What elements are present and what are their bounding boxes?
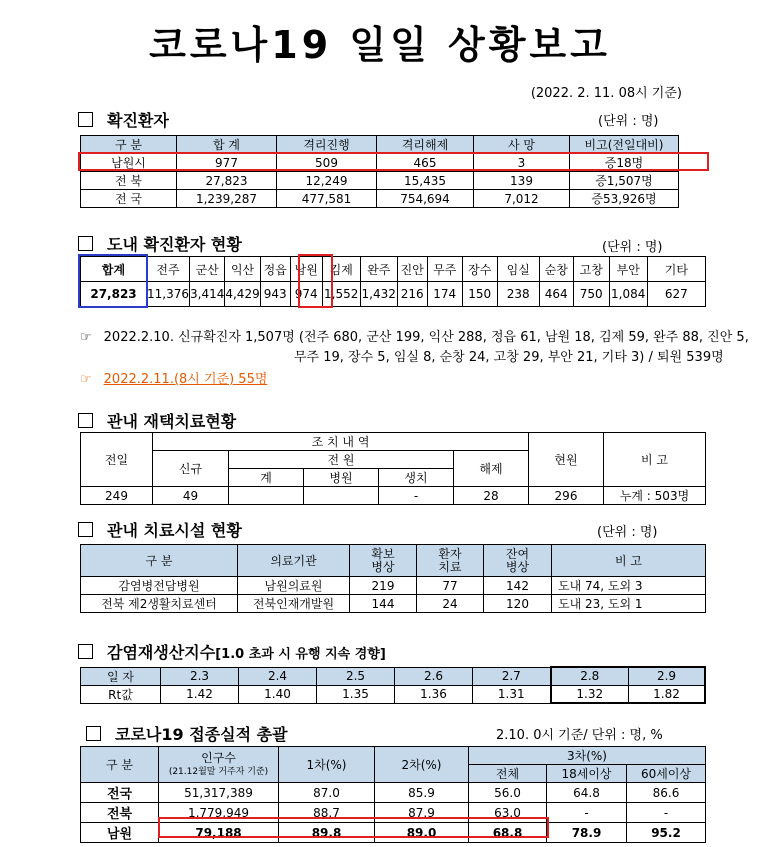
province-table: [80, 256, 706, 307]
table-cell: 감염병전담병원: [81, 577, 238, 595]
pointing-hand-icon: ☞: [80, 330, 92, 345]
table-header: 진안: [397, 257, 427, 282]
home-treatment-table: [80, 432, 706, 505]
table-cell: 24: [417, 595, 484, 613]
table-cell: 전국: [81, 783, 159, 803]
table-cell: 249: [81, 487, 153, 505]
table-header: 3차(%): [469, 747, 706, 765]
table-header: 익산: [225, 257, 260, 282]
table-header-row: [81, 667, 706, 685]
checkbox-square-icon: [78, 236, 93, 251]
table-header: 현원: [529, 433, 604, 487]
table-cell: 85.9: [375, 783, 469, 803]
table-cell: 89.8: [279, 823, 375, 843]
page-title: 코로나19 일일 상황보고: [149, 23, 611, 67]
checkbox-square-icon: [86, 726, 101, 741]
highlight-namwon-row: [78, 152, 709, 171]
table-cell: 1.35: [317, 685, 395, 703]
table-cell: 974: [290, 282, 322, 307]
table-cell: 150: [462, 282, 497, 307]
table-cell: 1.42: [161, 685, 239, 703]
table-cell: 누계 : 503명: [604, 487, 706, 505]
table-header: 60세이상: [627, 765, 706, 783]
table-cell: [304, 487, 379, 505]
table-header: 순창: [539, 257, 573, 282]
note-line-1: ☞ 2022.2.10. 신규확진자 1,507명 (전주 680, 군산 199, 익산 288, 정읍 61, 남원 18, 김제 59, 완주 88, 진안 5,: [80, 330, 749, 345]
table-cell: 63.0: [469, 803, 547, 823]
section-vaccine-unit: 2.10. 0시 기준/ 단위 : 명, %: [496, 728, 663, 743]
table-header: 격리진행: [277, 136, 377, 154]
table-header: 부안: [609, 257, 647, 282]
table-cell: 1.31: [473, 685, 551, 703]
pointing-hand-icon: ☞: [80, 372, 92, 387]
table-cell: 943: [260, 282, 290, 307]
table-header: 전체: [469, 765, 547, 783]
table-cell: 87.9: [375, 803, 469, 823]
table-cell: 전북 제2생활치료센터: [81, 595, 238, 613]
note-line-3: [80, 368, 267, 387]
checkbox-square-icon: [78, 522, 93, 537]
section-rt-title: 감염재생산지수[1.0 초과 시 유행 지속 경향]: [78, 640, 386, 663]
table-cell: -: [379, 487, 454, 505]
table-cell: 전북인재개발원: [238, 595, 350, 613]
table-cell: 1.82: [629, 685, 706, 703]
table-cell: 51,317,389: [159, 783, 279, 803]
pop-header-sub: (21.12월말 거주자 기준): [168, 766, 269, 777]
table-header: 김제: [322, 257, 360, 282]
table-cell: 750: [573, 282, 609, 307]
table-header: 전일: [81, 433, 153, 487]
table-cell: 89.0: [375, 823, 469, 843]
table-cell: 증1,507명: [570, 172, 679, 190]
table-header: 완주: [360, 257, 397, 282]
table-header: 장수: [462, 257, 497, 282]
table-row: [81, 685, 706, 703]
table-header: 고창: [573, 257, 609, 282]
table-cell: 3,414: [190, 282, 225, 307]
table-cell: 1.40: [239, 685, 317, 703]
table-cell: 754,694: [377, 190, 474, 208]
table-cell: -: [547, 803, 627, 823]
table-cell: 296: [529, 487, 604, 505]
table-header: 18세이상: [547, 765, 627, 783]
table-header: 계: [229, 469, 304, 487]
table-header: 군산: [190, 257, 225, 282]
table-header: 확보 병상: [350, 545, 417, 577]
table-cell: 174: [427, 282, 462, 307]
table-row: [81, 172, 679, 190]
table-cell: 56.0: [469, 783, 547, 803]
table-header: 2.9: [629, 667, 706, 685]
table-header: 구 분: [81, 747, 159, 783]
table-cell: 도내 74, 도외 3: [552, 577, 706, 595]
table-cell: 87.0: [279, 783, 375, 803]
table-header: 2.4: [239, 667, 317, 685]
table-cell: [229, 487, 304, 505]
table-cell: 977: [177, 154, 277, 172]
table-header: [159, 747, 279, 783]
rt-table: [80, 666, 706, 704]
table-cell: 120: [484, 595, 552, 613]
table-cell: 238: [497, 282, 539, 307]
highlight-total-column: [78, 254, 148, 308]
table-header: 의료기관: [238, 545, 350, 577]
table-cell: 86.6: [627, 783, 706, 803]
table-header: 전주: [147, 257, 190, 282]
table-cell: 627: [647, 282, 705, 307]
section-province-title: 도내 확진환자 현황: [78, 232, 242, 255]
table-header: 일 자: [81, 667, 161, 685]
highlight-namwon-column: [298, 254, 333, 308]
table-cell: 139: [474, 172, 570, 190]
section-vaccine-title: 코로나19 접종실적 총괄: [86, 722, 288, 745]
table-header: 비 고: [552, 545, 706, 577]
table-row: [81, 595, 706, 613]
table-cell: 남원: [81, 823, 159, 843]
table-header: 임실: [497, 257, 539, 282]
date-note: (2022. 2. 11. 08시 기준): [530, 86, 682, 101]
table-cell: 전북: [81, 803, 159, 823]
table-cell: 78.9: [547, 823, 627, 843]
table-cell: 49: [153, 487, 229, 505]
table-header: 2.3: [161, 667, 239, 685]
table-header: 무주: [427, 257, 462, 282]
table-cell: 남원의료원: [238, 577, 350, 595]
table-cell: 증53,926명: [570, 190, 679, 208]
table-cell: 1,084: [609, 282, 647, 307]
table-cell: 464: [539, 282, 573, 307]
table-row: [81, 282, 706, 307]
table-cell: 28: [454, 487, 529, 505]
table-cell: 전 북: [81, 172, 177, 190]
table-header: 사 망: [474, 136, 570, 154]
table-cell: 1,239,287: [177, 190, 277, 208]
table-cell: 142: [484, 577, 552, 595]
table-cell: -: [627, 803, 706, 823]
table-header: 격리해제: [377, 136, 474, 154]
table-cell: 15,435: [377, 172, 474, 190]
table-header: 비고(전일대비): [570, 136, 679, 154]
section-home-treatment-title: 관내 재택치료현황: [78, 409, 236, 432]
confirmed-table: [80, 135, 679, 208]
table-header: 구 분: [81, 545, 238, 577]
table-cell: 219: [350, 577, 417, 595]
table-header: 기타: [647, 257, 705, 282]
table-header: 2.7: [473, 667, 551, 685]
table-row: [81, 577, 706, 595]
section-province-unit: (단위 : 명): [602, 240, 663, 255]
table-cell: 64.8: [547, 783, 627, 803]
table-cell: 68.8: [469, 823, 547, 843]
table-cell: 4,429: [225, 282, 260, 307]
table-row: [81, 190, 679, 208]
facility-table: [80, 544, 706, 613]
table-header-row: [81, 136, 679, 154]
checkbox-square-icon: [78, 413, 93, 428]
table-cell: 남원시: [81, 154, 177, 172]
highlight-namwon-vaccine: [158, 817, 549, 838]
table-cell: 전 국: [81, 190, 177, 208]
table-cell: 95.2: [627, 823, 706, 843]
today-link[interactable]: 2022.2.11.(8시 기준) 55명: [103, 372, 268, 387]
table-cell: 509: [277, 154, 377, 172]
section-facility-unit: (단위 : 명): [597, 525, 658, 540]
table-header: 정읍: [260, 257, 290, 282]
table-cell: 1,779,949: [159, 803, 279, 823]
table-cell: 465: [377, 154, 474, 172]
table-cell: 144: [350, 595, 417, 613]
table-header: 구 분: [81, 136, 177, 154]
section-confirmed-unit: (단위 : 명): [598, 114, 659, 129]
table-cell: 79,188: [159, 823, 279, 843]
table-header: 2.8: [551, 667, 629, 685]
table-header: 2.6: [395, 667, 473, 685]
table-header: 2차(%): [375, 747, 469, 783]
table-header: 1차(%): [279, 747, 375, 783]
table-cell: 27,823: [81, 282, 147, 307]
section-confirmed-title: 확진환자: [78, 108, 169, 131]
table-header: 환자 치료: [417, 545, 484, 577]
table-header: 잔여 병상: [484, 545, 552, 577]
note-line-2: 무주 19, 장수 5, 임실 8, 순창 24, 고창 29, 부안 21, 기타 3) / 퇴원 539명: [294, 350, 724, 365]
table-header: 신규: [153, 451, 229, 487]
table-row: [81, 783, 706, 803]
table-header-row: [81, 545, 706, 577]
table-cell: 7,012: [474, 190, 570, 208]
table-cell: 3: [474, 154, 570, 172]
table-cell: 도내 23, 도외 1: [552, 595, 706, 613]
table-header: 합계: [81, 257, 147, 282]
table-header: 조 치 내 역: [153, 433, 529, 451]
table-cell: Rt값: [81, 685, 161, 703]
table-cell: 216: [397, 282, 427, 307]
table-header: 2.5: [317, 667, 395, 685]
table-cell: 1,432: [360, 282, 397, 307]
table-header: 생치: [379, 469, 454, 487]
table-cell: 77: [417, 577, 484, 595]
section-facility-title: 관내 치료시설 현황: [78, 518, 242, 541]
table-cell: 1.32: [551, 685, 629, 703]
table-cell: 증18명: [570, 154, 679, 172]
table-cell: 12,249: [277, 172, 377, 190]
table-header: 해제: [454, 451, 529, 487]
table-cell: 27,823: [177, 172, 277, 190]
table-cell: 1.36: [395, 685, 473, 703]
table-header: 전 원: [229, 451, 454, 469]
table-header: 합 계: [177, 136, 277, 154]
table-header: 병원: [304, 469, 379, 487]
table-header: 남원: [290, 257, 322, 282]
table-cell: 1,552: [322, 282, 360, 307]
pop-header: 인구수: [201, 750, 236, 765]
table-cell: 477,581: [277, 190, 377, 208]
table-header-row: [81, 257, 706, 282]
table-cell: 11,376: [147, 282, 190, 307]
table-cell: 88.7: [279, 803, 375, 823]
table-row: [81, 487, 706, 505]
checkbox-square-icon: [78, 644, 93, 659]
table-header: 비 고: [604, 433, 706, 487]
checkbox-square-icon: [78, 112, 93, 127]
